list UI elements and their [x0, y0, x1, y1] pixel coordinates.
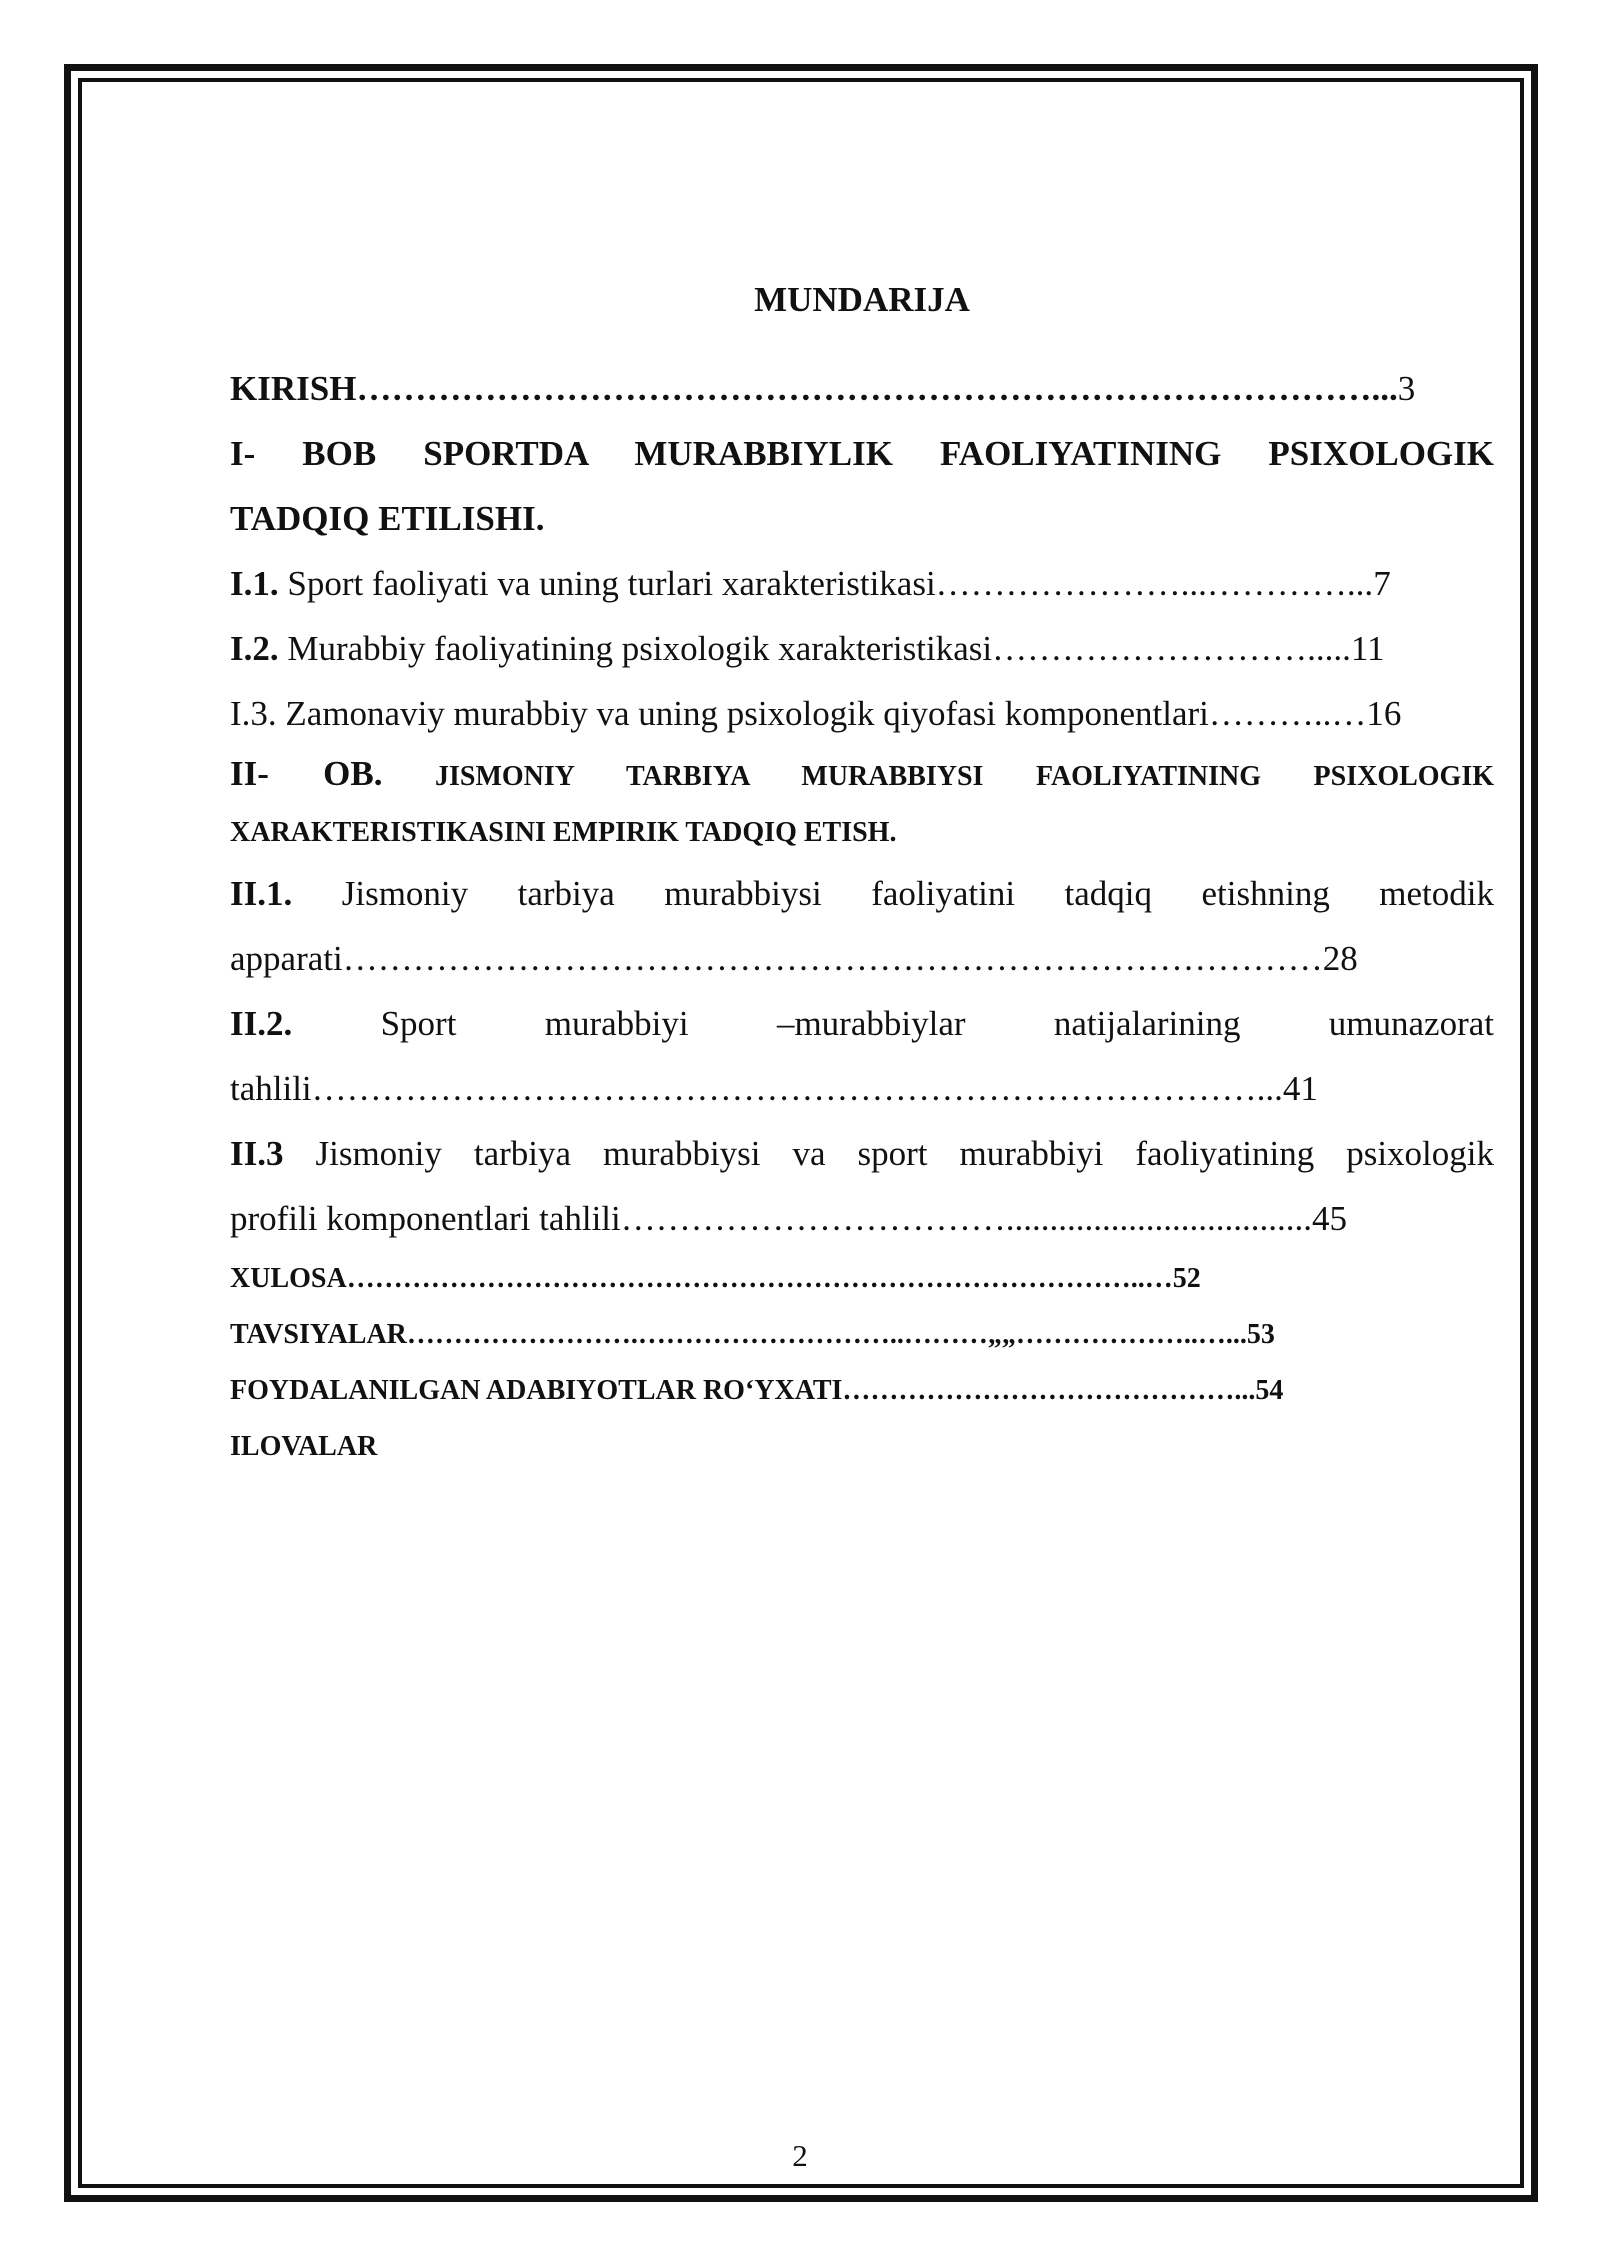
toc-entry-2-1-line2: apparati…………………………………………………………………………28 [230, 939, 1358, 978]
toc-entry-kirish: KIRISH……………………………………………………………………………...3 [230, 369, 1416, 408]
toc-entry-2-2-line1: II.2. Sport murabbiyi –murabbiylar natijalarining umunazorat [230, 1004, 1494, 1043]
toc-chapter-2-line1: II- OB. JISMONIY TARBIYA MURABBIYSI FAOLIYATINING PSIXOLOGIK [230, 754, 1494, 793]
toc-chapter-2-line2: XARAKTERISTIKASINI EMPIRIK TADQIQ ETISH. [230, 817, 897, 848]
toc-entry-adabiyotlar: FOYDALANILGAN ADABIYOTLAR RO‘YXATI……………………………………...54 [230, 1375, 1284, 1406]
toc-entry-2-3-line1: II.3 Jismoniy tarbiya murabbiysi va sport murabbiyi faoliyatining psixologik [230, 1134, 1494, 1173]
toc-chapter-1-line1: I- BOB SPORTDA MURABBIYLIK FAOLIYATINING PSIXOLOGIK [230, 434, 1494, 473]
toc-entry-1-1: I.1. Sport faoliyati va uning turlari xarakteristikasi…………………...…………...7 [230, 564, 1391, 603]
toc-entry-2-1-line1: II.1. Jismoniy tarbiya murabbiysi faoliyatini tadqiq etishning metodik [230, 874, 1494, 913]
toc-entry-1-2: I.2. Murabbiy faoliyatining psixologik xarakteristikasi……………………….....11 [230, 629, 1385, 668]
toc-entry-tavsiyalar: TAVSIYALAR…………………….………………………..………„„………………..…...53 [230, 1319, 1275, 1350]
toc-entry-1-3: I.3. Zamonaviy murabbiy va uning psixologik qiyofasi komponentlari………..…16 [230, 694, 1402, 733]
toc-entry-2-3-line2: profili komponentlari tahlili……………………………...................................45 [230, 1199, 1348, 1238]
table-of-contents [230, 280, 1494, 1475]
toc-chapter-1-line2: TADQIQ ETILISHI. [230, 499, 545, 538]
toc-entry-xulosa: XULOSA…………………………………………………………………………..…52 [230, 1263, 1201, 1294]
toc-entry-2-2-line2: tahlili………………………………………………………………………...41 [230, 1069, 1318, 1108]
page-title: MUNDARIJA [754, 280, 970, 319]
toc-entry-ilovalar: ILOVALAR [230, 1431, 378, 1462]
page-number: 2 [792, 2138, 808, 2173]
